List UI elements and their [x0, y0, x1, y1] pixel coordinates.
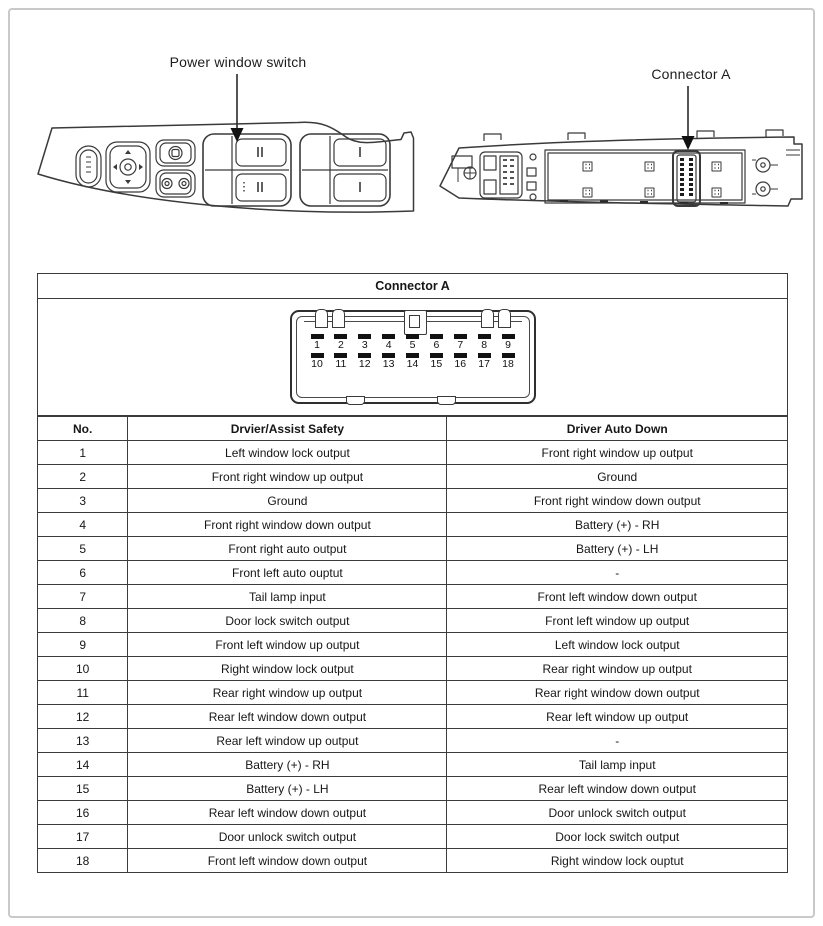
driver-assist-safety-cell: Front left auto ouptut [128, 561, 447, 585]
pin [426, 353, 447, 370]
top-diagrams-artwork [0, 0, 823, 240]
pin-no-cell: 2 [38, 465, 128, 489]
pin-number: 12 [358, 358, 371, 370]
pin-number: 1 [314, 339, 320, 351]
pin [450, 353, 471, 370]
connector-foot-tab [437, 396, 456, 405]
driver-assist-safety-cell: Rear left window up output [128, 729, 447, 753]
connector-housing [290, 310, 536, 404]
table-row [38, 849, 787, 873]
driver-assist-safety-cell: Rear left window down output [128, 801, 447, 825]
table-row [38, 489, 787, 513]
table-row [38, 561, 787, 585]
pin-no-cell: 11 [38, 681, 128, 705]
driver-assist-safety-cell: Front right window down output [128, 513, 447, 537]
driver-auto-down-cell: Left window lock output [447, 633, 787, 657]
driver-assist-safety-cell: Tail lamp input [128, 585, 447, 609]
driver-auto-down-cell: Battery (+) - LH [447, 537, 787, 561]
table-row [38, 513, 787, 537]
table-row [38, 657, 787, 681]
driver-assist-safety-cell: Door lock switch output [128, 609, 447, 633]
driver-assist-safety-cell: Left window lock output [128, 441, 447, 465]
driver-assist-safety-cell: Front right window up output [128, 465, 447, 489]
pin-number: 10 [311, 358, 323, 370]
header-driver-assist-safety: Drvier/Assist Safety [128, 417, 447, 441]
pin-number: 13 [382, 358, 395, 370]
table-title: Connector A [38, 274, 787, 299]
driver-auto-down-cell: Front left window down output [447, 585, 787, 609]
table-row [38, 801, 787, 825]
driver-auto-down-cell: Ground [447, 465, 787, 489]
driver-assist-safety-cell: Front right auto output [128, 537, 447, 561]
pin-no-cell: 9 [38, 633, 128, 657]
header-no: No. [38, 417, 128, 441]
driver-auto-down-cell: Front left window up output [447, 609, 787, 633]
pin-table-body [38, 441, 787, 873]
pin [378, 334, 399, 351]
driver-auto-down-cell: - [447, 561, 787, 585]
pin [474, 353, 495, 370]
pin-no-cell: 17 [38, 825, 128, 849]
pin-no-cell: 14 [38, 753, 128, 777]
header-driver-auto-down: Driver Auto Down [447, 417, 787, 441]
table-header-row [38, 417, 787, 441]
switch-back-drawing [440, 86, 802, 206]
driver-assist-safety-cell: Battery (+) - RH [128, 753, 447, 777]
pin [498, 353, 519, 370]
driver-assist-safety-cell: Right window lock output [128, 657, 447, 681]
driver-assist-safety-cell: Front left window up output [128, 633, 447, 657]
pin [307, 334, 328, 351]
pin-number: 18 [502, 358, 514, 370]
pin-no-cell: 3 [38, 489, 128, 513]
pin-no-cell: 6 [38, 561, 128, 585]
driver-assist-safety-cell: Battery (+) - LH [128, 777, 447, 801]
pin-no-cell: 7 [38, 585, 128, 609]
pin-grid [307, 334, 519, 372]
pin [354, 353, 375, 370]
pin-number: 8 [481, 339, 488, 351]
pin-number: 16 [454, 358, 467, 370]
connector-a-label: Connector A [651, 66, 731, 82]
table-row [38, 705, 787, 729]
driver-auto-down-cell: Front right window up output [447, 441, 787, 465]
table-row [38, 537, 787, 561]
connector-latch [404, 310, 427, 335]
connector-clip [332, 309, 345, 328]
pin-no-cell: 5 [38, 537, 128, 561]
driver-auto-down-cell: Rear left window up output [447, 705, 787, 729]
driver-auto-down-cell: Rear right window down output [447, 681, 787, 705]
table-row [38, 633, 787, 657]
driver-auto-down-cell: Door unlock switch output [447, 801, 787, 825]
pin-no-cell: 13 [38, 729, 128, 753]
pin [426, 334, 447, 351]
power-window-switch-drawing [38, 74, 414, 212]
pin-number: 15 [430, 358, 443, 370]
connector-a-shape [673, 151, 700, 206]
driver-auto-down-cell: Tail lamp input [447, 753, 787, 777]
connector-clip [498, 309, 511, 328]
driver-assist-safety-cell: Ground [128, 489, 447, 513]
pin-no-cell: 4 [38, 513, 128, 537]
driver-auto-down-cell: Door lock switch output [447, 825, 787, 849]
driver-assist-safety-cell: Rear right window up output [128, 681, 447, 705]
pin-row-bottom [307, 353, 519, 370]
pin-number: 11 [335, 358, 347, 370]
power-window-switch-arrow [231, 74, 244, 142]
connector-a-table [37, 273, 788, 873]
pin-no-cell: 16 [38, 801, 128, 825]
pin-no-cell: 12 [38, 705, 128, 729]
driver-auto-down-cell: Battery (+) - RH [447, 513, 787, 537]
power-window-switch-label: Power window switch [169, 54, 307, 70]
pin [330, 353, 351, 370]
table-row [38, 777, 787, 801]
connector-clip [481, 309, 494, 328]
pin-number: 5 [409, 339, 416, 351]
pin [498, 334, 519, 351]
pin [307, 353, 328, 370]
driver-assist-safety-cell: Rear left window down output [128, 705, 447, 729]
pin-no-cell: 18 [38, 849, 128, 873]
driver-auto-down-cell: Front right window down output [447, 489, 787, 513]
table-row [38, 585, 787, 609]
driver-auto-down-cell: Right window lock ouptut [447, 849, 787, 873]
driver-auto-down-cell: Rear left window down output [447, 777, 787, 801]
driver-assist-safety-cell: Front left window down output [128, 849, 447, 873]
table-row [38, 825, 787, 849]
pin [330, 334, 351, 351]
pin [378, 353, 399, 370]
table-row [38, 465, 787, 489]
driver-auto-down-cell: - [447, 729, 787, 753]
pin [474, 334, 495, 351]
pin-no-cell: 15 [38, 777, 128, 801]
connector-foot-tab [346, 396, 365, 405]
driver-auto-down-cell: Rear right window up output [447, 657, 787, 681]
pin [450, 334, 471, 351]
pin [354, 334, 375, 351]
table-row [38, 609, 787, 633]
table-row [38, 753, 787, 777]
connector-clip [315, 309, 328, 328]
pin-number: 17 [478, 358, 490, 370]
pin-no-cell: 8 [38, 609, 128, 633]
table-row [38, 729, 787, 753]
pin [402, 353, 423, 370]
pin-no-cell: 10 [38, 657, 128, 681]
pin-number: 14 [406, 358, 419, 370]
pin-number: 7 [457, 339, 464, 351]
connector-pinout-diagram [290, 310, 536, 404]
pin-no-cell: 1 [38, 441, 128, 465]
connector-pinout-row [38, 299, 787, 416]
table-row [38, 441, 787, 465]
pin [402, 334, 423, 351]
driver-assist-safety-cell: Door unlock switch output [128, 825, 447, 849]
pin-number: 4 [385, 339, 392, 351]
connector-a-arrow [682, 86, 695, 150]
pin-number: 9 [505, 339, 511, 351]
pin-row-top [307, 334, 519, 351]
pin-number: 3 [361, 339, 368, 351]
pin-number: 6 [433, 339, 440, 351]
pin-function-table [38, 416, 787, 872]
table-row [38, 681, 787, 705]
pin-number: 2 [337, 339, 344, 351]
